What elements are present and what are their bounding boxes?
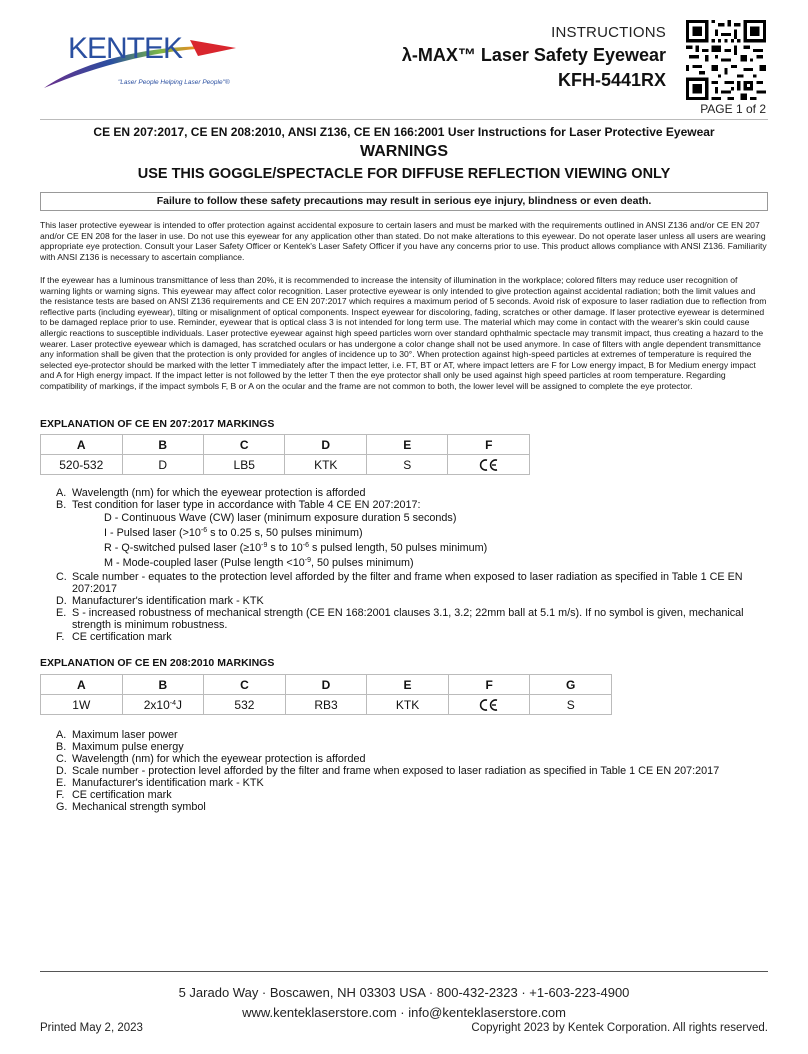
standards-line: CE EN 207:2017, CE EN 208:2010, ANSI Z136, CE EN 166:2001 User Instructions for Laser Protective Eyewear [93,125,715,139]
list-item: E. S - increased robustness of mechanical strength (CE EN 168:2001 clauses 3.1, 3.2; 22mm ball at 5.1 m/s). If no symbol is given, mechanical strength is minimum robustness. [56,607,744,631]
printed-date: Printed May 2, 2023 [40,1022,143,1034]
col-header: A [41,675,123,695]
col-header: F [448,675,530,695]
laser-type-d: D - Continuous Wave (CW) laser (minimum exposure duration 5 seconds) [104,512,457,524]
logo-wordmark: KENTEK [68,32,183,65]
col-header: A [41,435,123,455]
ce-mark-icon [479,458,499,472]
en208-legend [56,729,746,813]
list-item: C. Wavelength (nm) for which the eyewear protection is afforded [56,753,366,765]
en207-legend [56,487,746,643]
cell-max-power: 1W [41,695,123,715]
logo-tagline: "Laser People Helping Laser People"® [118,79,230,86]
col-header: E [366,435,447,455]
header-divider [40,119,768,120]
footer-address: 5 Jarado Way · Boscawen, NH 03303 USA · 800-432-2323 · +1-603-223-4900 [178,985,630,1000]
cell-laser-type: D [122,455,203,475]
section-en207-title: EXPLANATION OF CE EN 207:2017 MARKINGS [40,418,275,430]
list-item: D. Scale number - protection level afforded by the filter and frame when exposed to laser radiation as specified in Table 1 CE EN 207:2017 [56,765,720,777]
product-title: λ-MAX™ Laser Safety Eyewear [401,45,666,65]
laser-type-m: M - Mode-coupled laser (Pulse length $<10^{-9}$, 50 pulses minimum) [104,557,414,569]
cell-max-pulse-energy: $2x10^{-4}J$ [122,695,204,715]
table-row [41,455,530,475]
list-item: B. Test condition for laser type in accordance with Table 4 CE EN 207:2017: [56,499,421,511]
list-item: A. Maximum laser power [56,729,178,741]
cell-wavelength: 520-532 [41,455,123,475]
col-header: G [530,675,612,695]
cell-ce-mark [448,695,530,715]
en207-markings-table [40,434,530,475]
laser-type-r: R - Q-switched pulsed laser ($\ge 10^{-9}$ s to $10^{-6}$ s pulsed length, 50 pulses minimum) [104,542,488,554]
list-item: E. Manufacturer's identification mark - KTK [56,777,264,789]
en208-markings-table [40,674,612,715]
list-item: C. Scale number - equates to the protection level afforded by the filter and frame when exposed to laser radiation as specified in Table 1 CE EN 207:2017 [56,571,743,595]
list-item: A. Wavelength (nm) for which the eyewear protection is afforded [56,487,366,499]
intro-paragraph: This laser protective eyewear is intended to offer protection against accidental exposure to certain lasers and must be marked with the requirements outlined in ANSI Z136 and/or CE EN 207 and/or CE EN 208 for the laser in use. Do not use this eyewear for any application other than stated. Do not make alterations to this eyewear. Do not operate laser unless all users are wearing appropriate eye protection. Consult your Laser Safety Officer or Kentek's Laser Safety Officer if you have any concerns prior to use. This product allows compliance with ANSI Z136. Familiarity with ANSI Z136 is necessary to ascertain compliance. [40,220,767,262]
warnings-title: WARNINGS [360,143,448,160]
col-header: D [285,435,367,455]
col-header: D [285,675,367,695]
model-number: KFH-5441RX [557,70,666,90]
list-item: F. CE certification mark [56,789,172,801]
table-header-row [41,435,530,455]
table-row [41,695,612,715]
header-titles [402,24,666,91]
list-item: B. Maximum pulse energy [56,741,184,753]
ce-mark-icon [479,698,499,712]
instructions-label: INSTRUCTIONS [551,24,666,41]
cell-scale-number: RB3 [285,695,367,715]
col-header: B [122,675,204,695]
cell-wavelength: 532 [204,695,286,715]
col-header: C [203,435,285,455]
cell-scale-number: LB5 [203,455,285,475]
cell-robustness: S [366,455,447,475]
cell-ce-mark [448,455,530,475]
col-header: F [448,435,530,455]
copyright-notice: Copyright 2023 by Kentek Corporation. All rights reserved. [471,1022,768,1034]
list-item: F. CE certification mark [56,631,172,643]
qr-code-icon [686,20,766,100]
laser-type-i: I - Pulsed laser ($>10^{-6}$ s to 0.25 s, 50 pulses minimum) [104,527,363,539]
table-header-row [41,675,612,695]
footer-divider [40,971,768,972]
list-item: D. Manufacturer's identification mark - KTK [56,595,264,607]
diffuse-reflection-notice: USE THIS GOGGLE/SPECTACLE FOR DIFFUSE REFLECTION VIEWING ONLY [137,166,671,182]
col-header: B [122,435,203,455]
col-header: E [367,675,449,695]
section-en208-title: EXPLANATION OF CE EN 208:2010 MARKINGS [40,657,275,669]
precautions-paragraph: If the eyewear has a luminous transmittance of less than 20%, it is recommended to increase the intensity of illumination in the workplace; colored filters may reduce user recognition of warning lights or warning signs. This eyewear may affect color recognition. Laser protective eyewear is only intended to give protection against accidental radiation; both the limit values and the resistance tests are based on ANSI Z136 requirements and CE EN 207:2017 which requires a maximum period of 5 seconds. Avoid risk of exposure to laser radiation due to reflection from reflective parts (including eyewear), tilting or misalignment of optical components. Inspect eyewear for discoloring, fading, scratches or other damage. If laser protective eyewear is determined to be damaged replace prior to use. Reminder, eyewear that is optical class 3 is not intended for long term use. The material which may come in contact with the wearer's skin could cause allergic reactions to susceptible individuals. Laser protective eyewear against high speed particles worn over standard ophthalmic spectacle may transmit impact, thus creating a hazard to the wearer. Laser protective eyewear which is damaged, has scratched oculars or has undergone a color change shall not be used anymore. In case of filters with angle dependent transmittance any information shall be given that the protection is only provided for angles of incidence up to 30°. When protection against high-speed particles at extremes of temperature is required the selected eye-protector should be marked with the letter T immediately after the impact letter, i.e. FT, BT or AT, where impact letters are F for Low energy impact, B for Medium energy impact and A for High energy impact. If the impact letter is not followed by the letter T then the eye protector shall only be used against high speed particles at room temperature. Regarding compatibility of markings, if the impact symbols F, B or A on the ocular and the frame are not common to both, the lower level will be assigned to complete the eye protector. [40,275,767,391]
col-header: C [204,675,286,695]
cell-manufacturer: KTK [367,695,449,715]
list-item: G. Mechanical strength symbol [56,801,206,813]
failure-notice-box: Failure to follow these safety precautions may result in serious eye injury, blindness or even death. [40,192,768,211]
cell-strength-symbol: S [530,695,612,715]
page-number: PAGE 1 of 2 [700,102,766,116]
kentek-logo [40,22,240,94]
cell-manufacturer: KTK [285,455,367,475]
footer-web-contact: www.kenteklaserstore.com · info@kenteklaserstore.com [242,1005,566,1020]
